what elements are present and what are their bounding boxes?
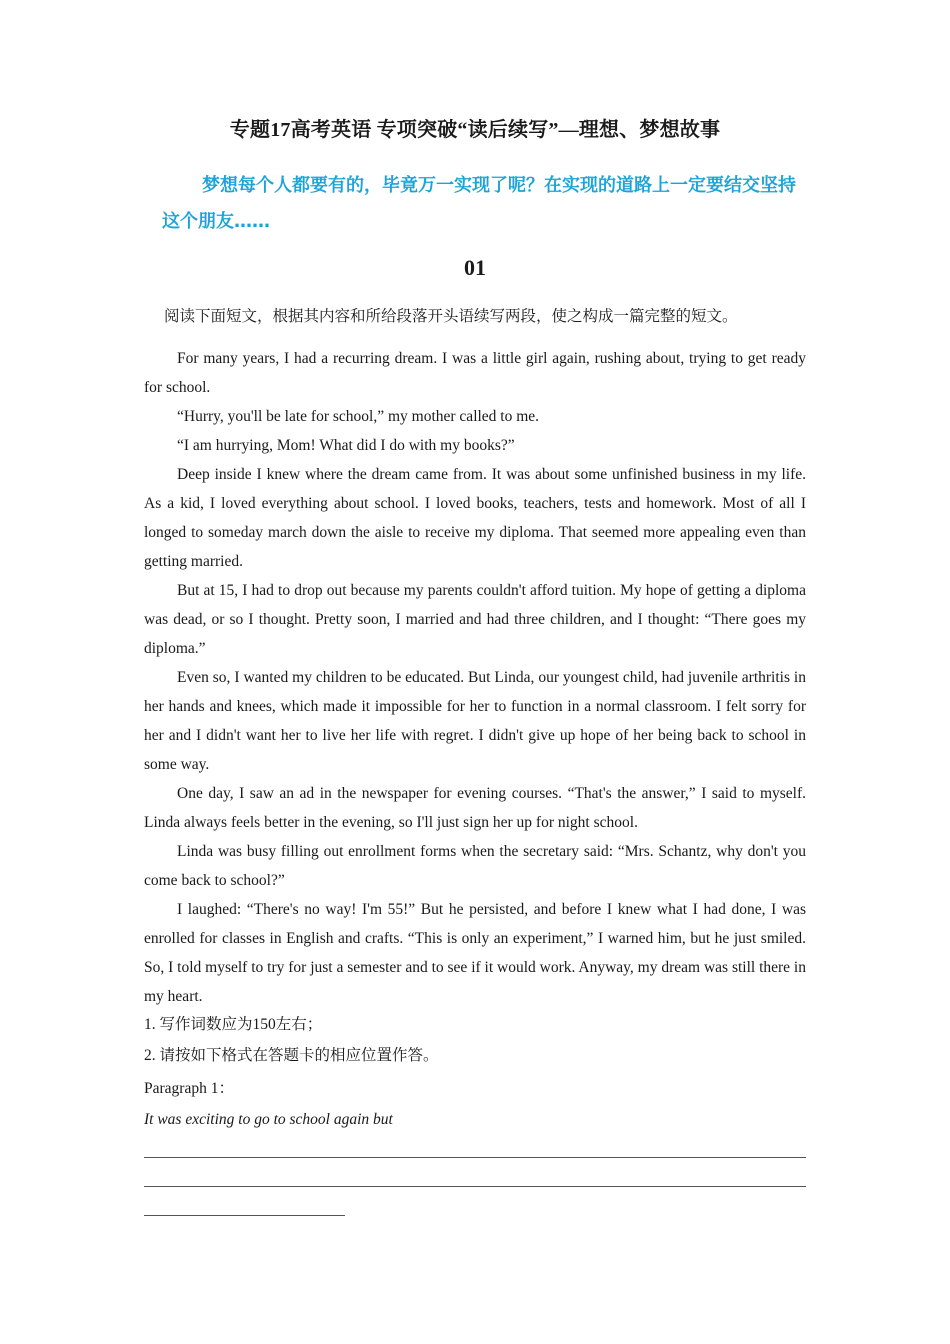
story-passage	[144, 344, 806, 1011]
passage-paragraph: “I am hurrying, Mom! What did I do with my books?”	[177, 437, 515, 454]
passage-paragraph: Linda was busy filling out enrollment forms when the secretary said: “Mrs. Schantz, why don't you come back to school?”	[144, 843, 806, 889]
requirement-answer-format: 2. 请按如下格式在答题卡的相应位置作答。	[144, 1047, 439, 1064]
answer-line	[144, 1186, 806, 1187]
intro-text: 梦想每个人都要有的，毕竟万一实现了呢？在实现的道路上一定要结交坚持这个朋友……	[162, 175, 796, 232]
requirement-word-count: 1. 写作词数应为150左右；	[144, 1016, 323, 1033]
document-title: 专题17高考英语 专项突破“读后续写”—理想、梦想故事	[229, 119, 721, 141]
passage-paragraph: Deep inside I knew where the dream came from. It was about some unfinished business in my life. As a kid, I loved everything about school. I loved books, teachers, tests and homework. Most of all I longed to someday march down the aisle to receive my diploma. That seemed more appealing even than getting married.	[144, 466, 806, 570]
passage-paragraph: Even so, I wanted my children to be educated. But Linda, our youngest child, had juvenile arthritis in her hands and knees, which made it impossible for her to function in a normal classroom. I felt sorry for her and I didn't want her to live her life with regret. I didn't give up hope of her being back to school in some way.	[144, 669, 806, 773]
paragraph-label: Paragraph 1：	[144, 1080, 234, 1097]
passage-paragraph: For many years, I had a recurring dream. I was a little girl again, rushing about, trying to get ready for school.	[144, 350, 806, 396]
passage-paragraph: One day, I saw an ad in the newspaper for evening courses. “That's the answer,” I said to myself. Linda always feels better in the evening, so I'll just sign her up for night school.	[144, 785, 806, 831]
answer-line	[144, 1157, 806, 1158]
section-number: 01	[464, 255, 486, 280]
passage-paragraph: “Hurry, you'll be late for school,” my mother called to me.	[177, 408, 540, 425]
passage-paragraph: But at 15, I had to drop out because my parents couldn't afford tuition. My hope of getting a diploma was dead, or so I thought. Pretty soon, I married and had three children, and I thought: “There goes my diploma.”	[144, 582, 806, 657]
instruction-text: 阅读下面短文，根据其内容和所给段落开头语续写两段，使之构成一篇完整的短文。	[164, 308, 738, 325]
paragraph-opening-line: It was exciting to go to school again but	[144, 1111, 393, 1128]
answer-line	[144, 1215, 345, 1216]
passage-paragraph: I laughed: “There's no way! I'm 55!” But he persisted, and before I knew what I had done, I was enrolled for classes in English and crafts. “This is only an experiment,” I warned him, but he just smiled. So, I told myself to try for just a semester and to see if it would work. Anyway, my dream was still there in my heart.	[144, 901, 806, 1005]
